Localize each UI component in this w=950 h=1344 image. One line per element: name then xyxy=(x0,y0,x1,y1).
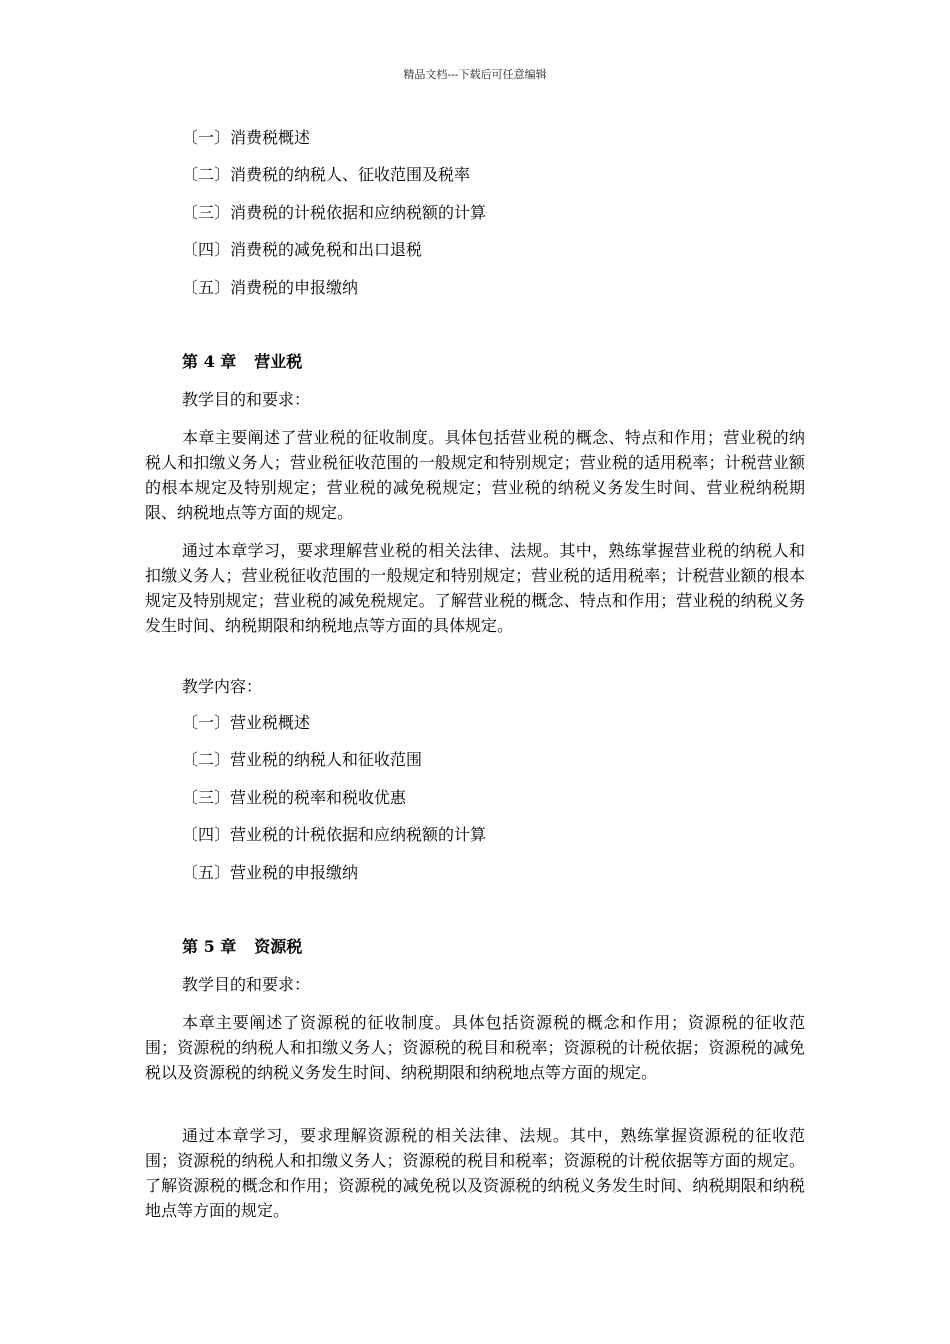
chapter-number: 第 5 章 xyxy=(182,937,237,956)
list-item: 〔一〕消费税概述 xyxy=(182,128,311,147)
list-item: 〔二〕消费税的纳税人、征收范围及税率 xyxy=(182,165,471,184)
list-item: 〔四〕营业税的计税依据和应纳税额的计算 xyxy=(182,825,487,844)
list-item: 〔五〕消费税的申报缴纳 xyxy=(182,278,359,297)
list-item: 〔五〕营业税的申报缴纳 xyxy=(182,863,359,882)
chapter-4-summary: 本章主要阐述了营业税的征收制度。具体包括营业税的概念、特点和作用；营业税的纳税人和扣缴义务人；营业税征收范围的一般规定和特别规定；营业税的适用税率；计税营业额的根本规定及特别规定；营业税的减免税规定；营业税的纳税义务发生时间、营业税纳税期限、纳税地点等方面的规定。 xyxy=(145,428,805,522)
content-label: 教学内容： xyxy=(182,677,263,696)
chapter-4-heading xyxy=(182,352,302,372)
list-item: 〔四〕消费税的减免税和出口退税 xyxy=(182,240,423,259)
chapter-title: 资源税 xyxy=(254,937,303,956)
list-item: 〔三〕消费税的计税依据和应纳税额的计算 xyxy=(182,203,487,222)
list-item: 〔一〕营业税概述 xyxy=(182,713,311,732)
list-item: 〔二〕营业税的纳税人和征收范围 xyxy=(182,750,423,769)
chapter-5-requirements: 通过本章学习，要求理解资源税的相关法律、法规。其中，熟练掌握资源税的征收范围；资源税的纳税人和扣缴义务人；资源税的税目和税率；资源税的计税依据等方面的规定。了解资源税的概念和作用；资源税的减免税以及资源税的纳税义务发生时间、纳税期限和纳税地点等方面的规定。 xyxy=(145,1126,805,1220)
goal-label: 教学目的和要求： xyxy=(182,390,311,409)
chapter-title: 营业税 xyxy=(254,352,303,371)
chapter-5-summary: 本章主要阐述了资源税的征收制度。具体包括资源税的概念和作用；资源税的征收范围；资源税的纳税人和扣缴义务人；资源税的税目和税率；资源税的计税依据；资源税的减免税以及资源税的纳税义务发生时间、纳税期限和纳税地点等方面的规定。 xyxy=(145,1013,805,1082)
chapter-4-requirements: 通过本章学习，要求理解营业税的相关法律、法规。其中，熟练掌握营业税的纳税人和扣缴义务人；营业税征收范围的一般规定和特别规定；营业税的适用税率；计税营业额的根本规定及特别规定；营业税的减免税规定。了解营业税的概念、特点和作用；营业税的纳税义务发生时间、纳税期限和纳税地点等方面的具体规定。 xyxy=(145,541,805,635)
chapter-5-heading xyxy=(182,937,302,957)
page-header: 精品文档---下载后可任意编辑 xyxy=(403,68,547,81)
chapter-number: 第 4 章 xyxy=(182,352,237,371)
list-item: 〔三〕营业税的税率和税收优惠 xyxy=(182,788,407,807)
goal-label: 教学目的和要求： xyxy=(182,975,311,994)
